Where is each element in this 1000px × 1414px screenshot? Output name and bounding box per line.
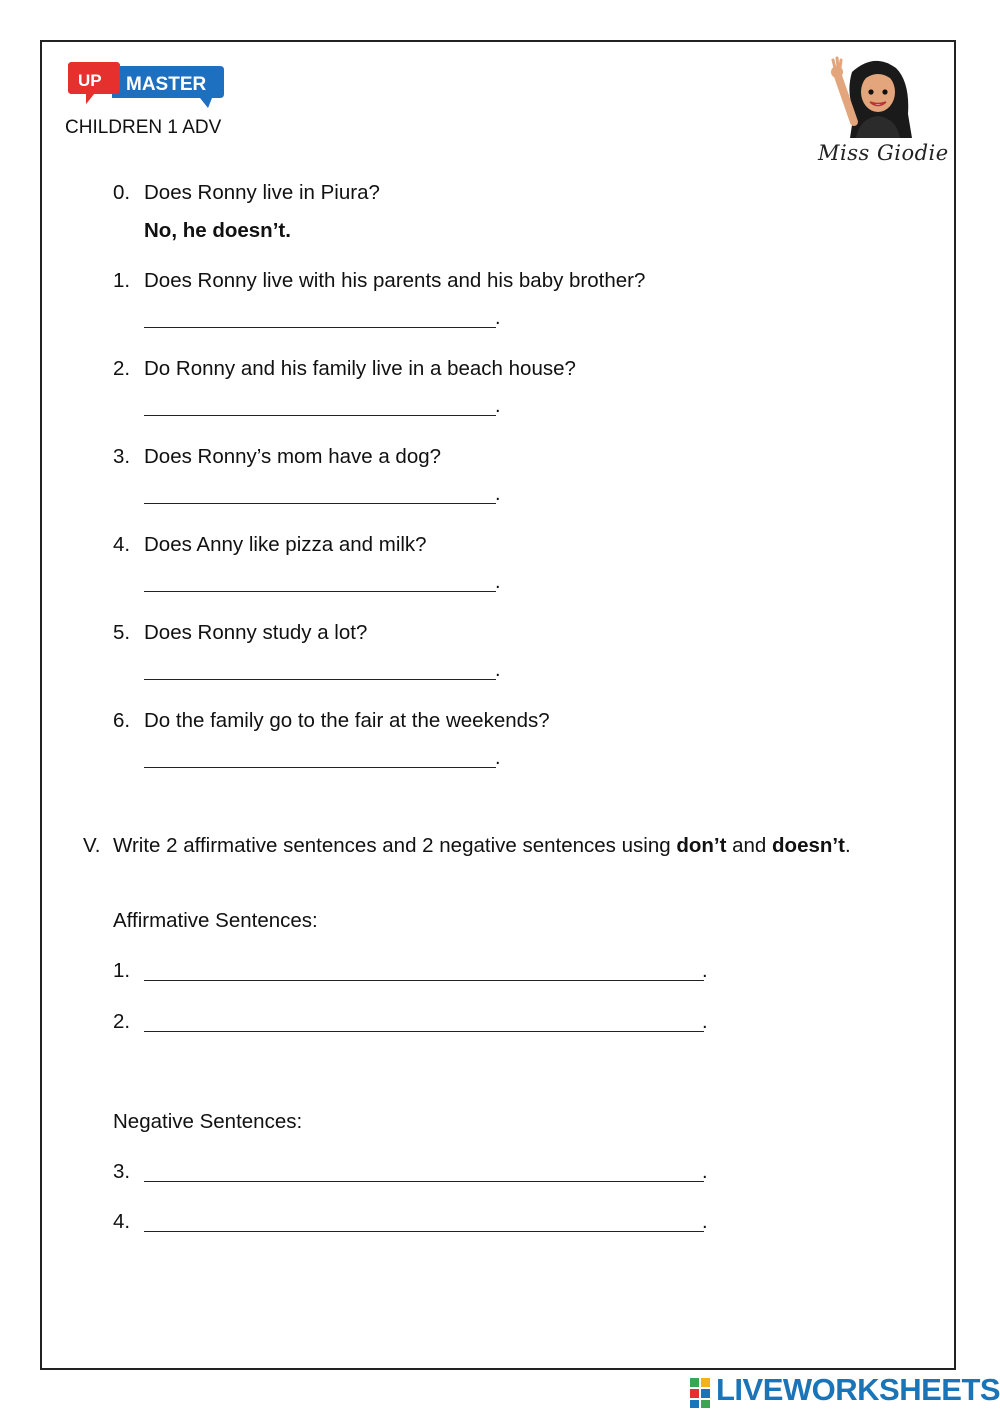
question-text: Does Ronny study a lot?	[144, 621, 368, 644]
line-number: 3.	[113, 1160, 131, 1183]
keyword-doesnt: doesn’t	[772, 834, 845, 857]
teacher-signature: Miss Giodie	[818, 141, 949, 165]
answer-period: .	[495, 659, 501, 681]
affirmative-heading: Affirmative Sentences:	[113, 909, 318, 932]
instruction-text: Write 2 affirmative sentences and 2 negative sentences using don’t and doesn’t.	[113, 834, 851, 857]
sentence-input-1[interactable]	[144, 980, 704, 981]
answer-period: .	[495, 571, 501, 593]
question-number: 3.	[113, 445, 131, 468]
sentence-period: .	[702, 1011, 708, 1033]
answer-period: .	[495, 395, 501, 417]
line-number: 4.	[113, 1210, 131, 1233]
question-text: Does Ronny live with his parents and his baby brother?	[144, 269, 646, 292]
question-number: 1.	[113, 269, 131, 292]
answer-line-2[interactable]	[144, 415, 496, 416]
question-number: 6.	[113, 709, 131, 732]
upmaster-logo	[68, 60, 224, 110]
question-text: Does Ronny’s mom have a dog?	[144, 445, 442, 468]
answer-line-1[interactable]	[144, 327, 496, 328]
question-number: 0.	[113, 181, 131, 204]
sentence-period: .	[702, 1161, 708, 1183]
question-text: Do the family go to the fair at the weekends?	[144, 709, 550, 732]
logo-up-text: UP	[78, 71, 102, 90]
section-numeral: V.	[83, 834, 101, 857]
teacher-avatar	[826, 52, 922, 140]
question-text: Does Ronny live in Piura?	[144, 181, 380, 204]
answer-period: .	[495, 483, 501, 505]
answer-period: .	[495, 747, 501, 769]
line-number: 1.	[113, 959, 131, 982]
answer-line-5[interactable]	[144, 679, 496, 680]
answer-line-6[interactable]	[144, 767, 496, 768]
answer-line-4[interactable]	[144, 591, 496, 592]
answer-period: .	[495, 307, 501, 329]
liveworksheets-brand[interactable]: LIVEWORKSHEETS	[716, 1372, 1000, 1407]
sentence-input-3[interactable]	[144, 1181, 704, 1182]
example-answer: No, he doesn’t.	[144, 219, 291, 242]
line-number: 2.	[113, 1010, 131, 1033]
sentence-input-2[interactable]	[144, 1031, 704, 1032]
question-number: 4.	[113, 533, 131, 556]
negative-heading: Negative Sentences:	[113, 1110, 303, 1133]
answer-line-3[interactable]	[144, 503, 496, 504]
logo-master-text: MASTER	[126, 74, 207, 95]
class-level: CHILDREN 1 ADV	[65, 117, 222, 138]
question-text: Does Anny like pizza and milk?	[144, 533, 427, 556]
question-number: 5.	[113, 621, 131, 644]
sentence-input-4[interactable]	[144, 1231, 704, 1232]
question-text: Do Ronny and his family live in a beach house?	[144, 357, 576, 380]
sentence-period: .	[702, 1211, 708, 1233]
keyword-dont: don’t	[676, 834, 727, 857]
liveworksheets-icon	[688, 1374, 714, 1410]
question-number: 2.	[113, 357, 131, 380]
sentence-period: .	[702, 960, 708, 982]
